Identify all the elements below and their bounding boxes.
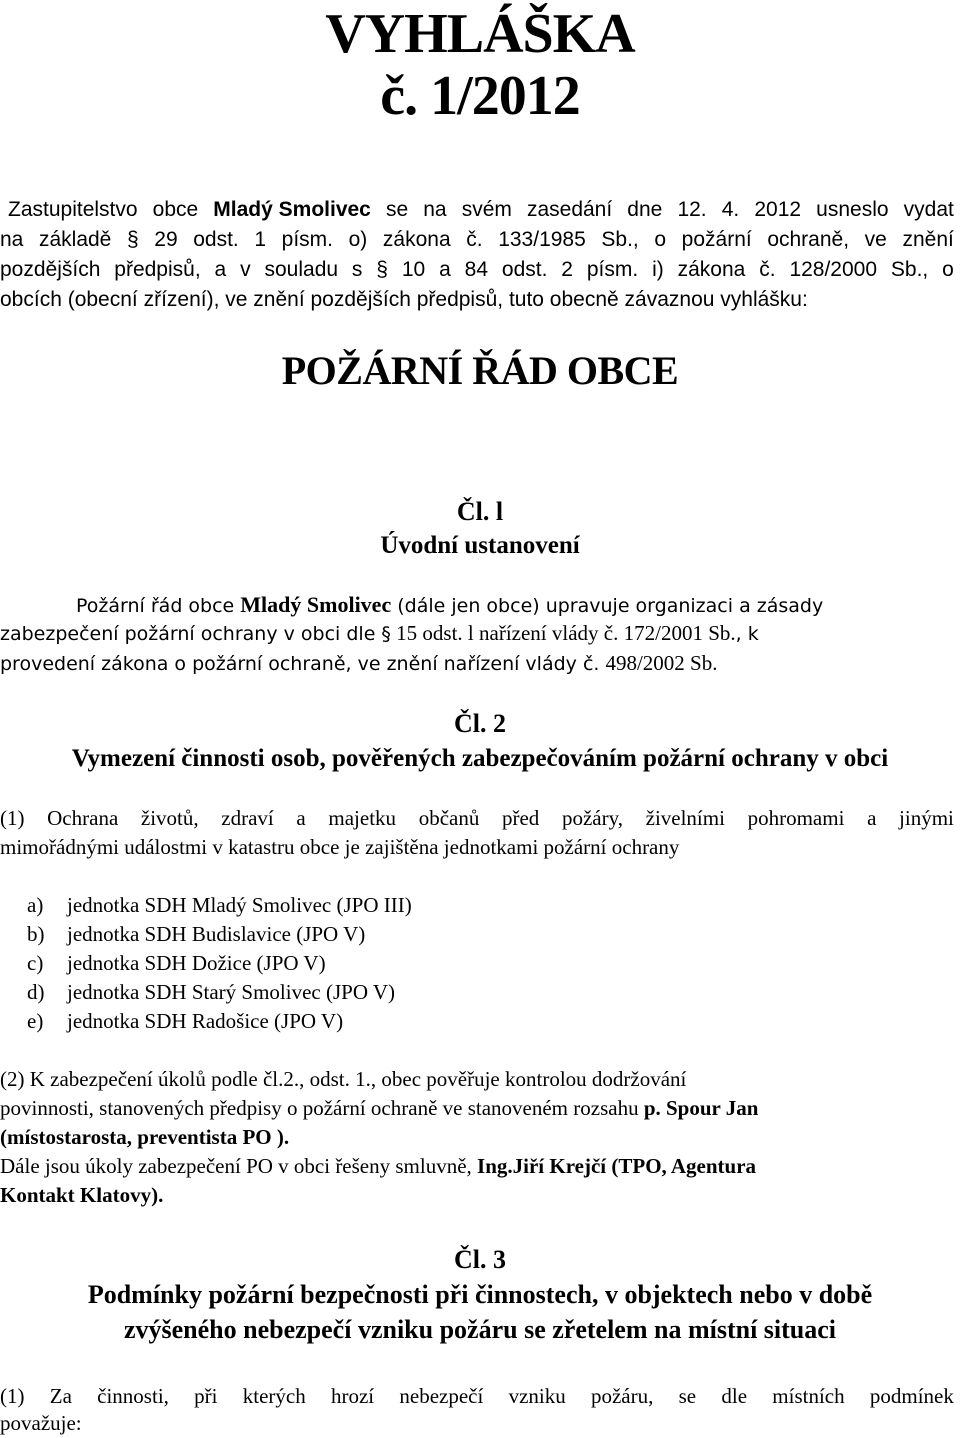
word: souladu bbox=[264, 258, 339, 281]
article-2-p3-line-2: Kontakt Klatovy). bbox=[0, 1183, 164, 1207]
word: (1) bbox=[0, 1384, 25, 1408]
text: zabezpečení požární ochrany v obci dle bbox=[0, 623, 382, 645]
word: v bbox=[240, 258, 251, 281]
article-3-p1-line-1 bbox=[0, 1384, 954, 1409]
list-marker: c) bbox=[27, 951, 44, 975]
list-item-text: jednotka SDH Mladý Smolivec (JPO III) bbox=[67, 893, 412, 917]
article-1-line-1 bbox=[76, 592, 823, 618]
word: 29 bbox=[154, 228, 178, 251]
word: majetku bbox=[328, 806, 397, 830]
article-3-title-line-1: Podmínky požární bezpečnosti při činnostech, v objektech nebo v době bbox=[87, 1280, 873, 1309]
word: odst. bbox=[501, 258, 548, 281]
word: 4. bbox=[721, 198, 740, 221]
word: ochraně, bbox=[767, 228, 850, 251]
fire-unit-item bbox=[27, 893, 412, 918]
word: § bbox=[376, 258, 388, 281]
word: i) bbox=[652, 258, 664, 281]
text: 15 odst. l nařízení vlády č. 172/2001 Sb. bbox=[390, 621, 736, 645]
word: občanů bbox=[418, 806, 480, 830]
intro-line-4: obcích (obecní zřízení), ve znění pozdějších předpisů, tuto obecně závaznou vyhlášku: bbox=[0, 288, 808, 311]
word: požární bbox=[681, 228, 752, 251]
word: č. bbox=[759, 258, 776, 281]
word: o) bbox=[348, 228, 368, 251]
text: provedení zákona o požární ochraně, ve znění nařízení vlády č. bbox=[0, 653, 606, 675]
word: č. bbox=[466, 228, 483, 251]
article-1-title: Úvodní ustanovení bbox=[380, 532, 580, 559]
word: Sb., bbox=[601, 228, 639, 251]
list-marker: d) bbox=[27, 980, 45, 1004]
word: Za bbox=[49, 1384, 72, 1408]
word: a bbox=[439, 258, 451, 281]
article-3-title-line-2: zvýšeného nebezpečí vzniku požáru se zřetelem na místní situaci bbox=[123, 1315, 837, 1344]
word: na bbox=[423, 198, 447, 221]
word: 133/1985 bbox=[498, 228, 586, 251]
article-2-number: Čl. 2 bbox=[454, 709, 506, 738]
document-number: č. 1/2012 bbox=[380, 65, 580, 127]
text: , k bbox=[735, 623, 759, 645]
text: Dále jsou úkoly zabezpečení PO v obci řešeny smluvně, bbox=[0, 1154, 478, 1178]
word: obce bbox=[152, 198, 199, 221]
article-2-p2-line-2 bbox=[0, 1096, 758, 1121]
word: požáru, bbox=[590, 1384, 654, 1408]
word: usneslo bbox=[816, 198, 889, 221]
section-sign: § bbox=[381, 623, 391, 645]
word: 128/2000 bbox=[789, 258, 878, 281]
word: písm. bbox=[281, 228, 334, 251]
word: pohromami bbox=[747, 806, 845, 830]
list-marker: b) bbox=[27, 922, 45, 946]
intro-line-2 bbox=[0, 228, 954, 252]
article-1-line-2 bbox=[0, 621, 759, 646]
word: při bbox=[194, 1384, 218, 1408]
document-title: VYHLÁŠKA bbox=[325, 3, 635, 65]
word: 1 bbox=[254, 228, 267, 251]
word: předpisů, bbox=[114, 258, 201, 281]
intro-line-1 bbox=[8, 198, 954, 222]
article-2-title: Vymezení činnosti osob, pověřených zabezpečováním požární ochrany v obci bbox=[71, 745, 889, 772]
word: kterých bbox=[242, 1384, 306, 1408]
fire-order-heading: POŽÁRNÍ ŘÁD OBCE bbox=[281, 348, 679, 393]
word: jinými bbox=[899, 806, 954, 830]
article-2-p3-line-1 bbox=[0, 1154, 756, 1179]
article-2-p2-line-3: (místostarosta, preventista PO ). bbox=[0, 1125, 290, 1149]
word: s bbox=[351, 258, 363, 281]
word: živelními bbox=[645, 806, 725, 830]
word: písm. bbox=[586, 258, 639, 281]
word: (1) bbox=[0, 806, 25, 830]
word: ve bbox=[864, 228, 887, 251]
article-2-p1-line-2: mimořádnými událostmi v katastru obce je zajištěna jednotkami požární ochrany bbox=[0, 835, 680, 859]
word: o bbox=[654, 228, 667, 251]
word: činnosti, bbox=[97, 1384, 169, 1408]
word: 2 bbox=[561, 258, 573, 281]
word: a bbox=[867, 806, 877, 830]
word: se bbox=[385, 198, 409, 221]
word: svém bbox=[461, 198, 512, 221]
word: 10 bbox=[401, 258, 426, 281]
word: místních bbox=[772, 1384, 845, 1408]
responsible-person: p. Spour Jan bbox=[643, 1096, 759, 1120]
article-2-p1-line-1 bbox=[0, 806, 954, 831]
word: 2012 bbox=[754, 198, 802, 221]
word: Mladý Smolivec bbox=[213, 198, 371, 221]
fire-unit-item bbox=[27, 922, 365, 947]
list-marker: e) bbox=[27, 1009, 44, 1033]
word: dne bbox=[627, 198, 663, 221]
list-item-text: jednotka SDH Budislavice (JPO V) bbox=[67, 922, 366, 946]
text: 498/2002 Sb. bbox=[605, 651, 718, 675]
list-item-text: jednotka SDH Starý Smolivec (JPO V) bbox=[67, 980, 396, 1004]
word: na bbox=[0, 228, 24, 251]
word: odst. bbox=[193, 228, 239, 251]
contractor: Ing.Jiří Krejčí (TPO, Agentura bbox=[477, 1154, 757, 1178]
word: 84 bbox=[464, 258, 489, 281]
intro-line-3 bbox=[0, 258, 954, 282]
word: Sb., bbox=[890, 258, 929, 281]
word: zákona bbox=[382, 228, 451, 251]
word: pozdějších bbox=[0, 258, 101, 281]
word: podmínek bbox=[869, 1384, 954, 1408]
word: životů, bbox=[140, 806, 199, 830]
word: zasedání bbox=[526, 198, 613, 221]
article-1-number: Čl. l bbox=[456, 497, 504, 526]
word: před bbox=[501, 806, 540, 830]
word: o bbox=[942, 258, 954, 281]
article-3-p1-line-2: považuje: bbox=[0, 1411, 82, 1435]
word: vzniku bbox=[508, 1384, 566, 1408]
fire-unit-item bbox=[27, 951, 326, 976]
word: vydat bbox=[903, 198, 954, 221]
fire-unit-item bbox=[27, 980, 395, 1005]
word: Zastupitelstvo bbox=[8, 198, 138, 221]
list-item-text: jednotka SDH Dožice (JPO V) bbox=[67, 951, 326, 975]
text: (dále jen obce) upravuje organizaci a zásady bbox=[391, 595, 824, 617]
article-2-p2-line-1: (2) K zabezpečení úkolů podle čl.2., odst. 1., obec pověřuje kontrolou dodržování bbox=[0, 1067, 687, 1091]
word: a bbox=[214, 258, 227, 281]
list-marker: a) bbox=[27, 893, 44, 917]
word: hrozí bbox=[330, 1384, 375, 1408]
text: povinnosti, stanovených předpisy o požární ochraně ve stanoveném rozsahu bbox=[0, 1096, 644, 1120]
word: se bbox=[678, 1384, 697, 1408]
municipality-name: Mladý Smolivec bbox=[240, 592, 392, 617]
word: a bbox=[296, 806, 306, 830]
word: základě bbox=[38, 228, 112, 251]
article-3-number: Čl. 3 bbox=[454, 1245, 506, 1274]
text: Požární řád obce bbox=[76, 595, 241, 617]
word: Ochrana bbox=[47, 806, 119, 830]
word: zákona bbox=[677, 258, 746, 281]
word: dle bbox=[721, 1384, 748, 1408]
list-item-text: jednotka SDH Radošice (JPO V) bbox=[67, 1009, 344, 1033]
word: požáry, bbox=[561, 806, 623, 830]
word: zdraví bbox=[221, 806, 274, 830]
word: znění bbox=[902, 228, 954, 251]
word: nebezpečí bbox=[399, 1384, 484, 1408]
article-1-line-3 bbox=[0, 651, 717, 676]
fire-unit-item bbox=[27, 1009, 343, 1034]
word: 12. bbox=[677, 198, 707, 221]
word: § bbox=[126, 228, 139, 251]
